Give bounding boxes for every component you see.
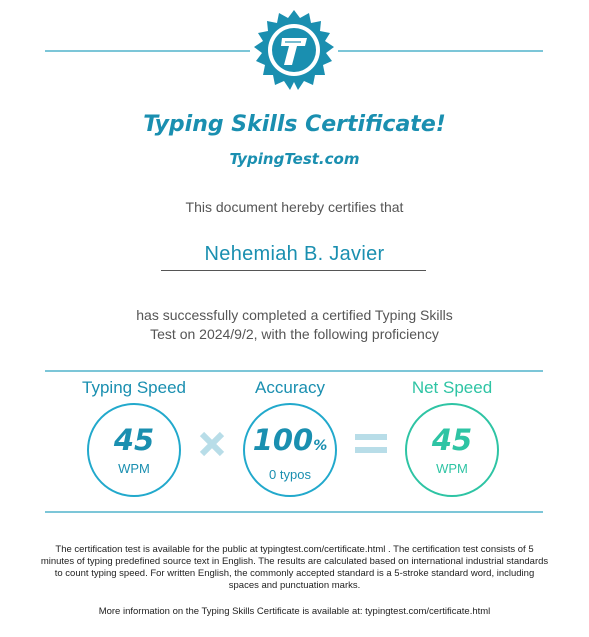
net-speed-label: Net Speed [411,378,493,397]
net-speed-value: 45 [431,423,473,457]
typingtest-logo-seal-icon [249,10,339,94]
net-speed-badge [405,403,499,497]
certificate-title: Typing Skills Certificate! [143,112,446,137]
completion-text [0,306,589,344]
metrics-rule-top [45,370,543,372]
accuracy-label: Accuracy [255,378,325,397]
header-rule-left [45,50,250,52]
name-underline [161,270,426,271]
accuracy-value-wrap [245,424,335,462]
fine-print: The certification test is available for the public at typingtest.com/certificate.html . The certification test consists of 5 minutes of typing predefined source text in English. The results are calculated based on international industrial standards to count typing speed. For written English, the commonly accepted standard is a 5-stroke standard word, including spaces and punctuation marks. [40,544,549,591]
header-rule-right [338,50,543,52]
completion-line-2: Test on 2024/9/2, with the following proficiency [150,326,439,342]
net-speed-unit: WPM [436,461,468,476]
accuracy-badge [243,403,337,497]
site-name: TypingTest.com [229,150,360,168]
metrics-rule-bottom [45,511,543,513]
completion-line-1: has successfully completed a certified Typing Skills [136,307,453,323]
accuracy-percent: % [313,438,328,454]
typing-speed-badge [87,403,181,497]
accuracy-unit: 0 typos [269,467,311,482]
accuracy-value: 100 [252,423,314,457]
typing-speed-unit: WPM [118,461,150,476]
recipient-name: Nehemiah B. Javier [204,243,385,265]
typing-speed-value: 45 [113,423,155,457]
certifies-text: This document hereby certifies that [185,199,404,215]
more-info-text: More information on the Typing Skills Certificate is available at: typingtest.com/certificate.html [98,606,491,617]
equals-icon [355,433,387,455]
multiply-icon [198,430,226,458]
typing-speed-label: Typing Speed [82,378,186,397]
